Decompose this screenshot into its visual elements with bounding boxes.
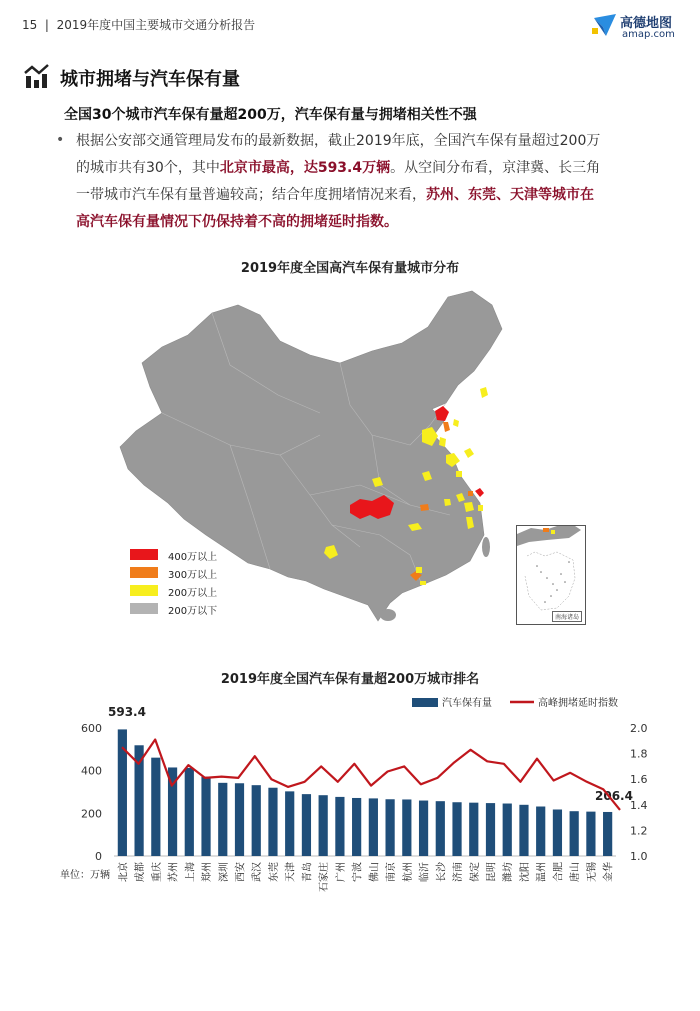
- y-left-tick-label: 600: [81, 722, 102, 735]
- bar: [603, 812, 612, 856]
- bar: [285, 791, 294, 856]
- x-tick-label: 佛山: [369, 862, 381, 882]
- inset-map: [517, 526, 585, 624]
- x-tick-label: 长沙: [436, 862, 448, 882]
- bar: [452, 802, 461, 856]
- x-tick-label: 郑州: [202, 862, 214, 882]
- bar: [252, 785, 261, 856]
- x-tick-label: 潍坊: [503, 862, 515, 882]
- bar: [235, 783, 244, 856]
- x-tick-label: 南京: [386, 862, 398, 882]
- x-tick-label: 唐山: [570, 862, 582, 882]
- paragraph-highlight: 北京市最高，达593.4万辆: [219, 160, 391, 176]
- page-header: [0, 0, 700, 48]
- city-marker-ningbo: [478, 505, 483, 511]
- car-ownership-chart: [0, 690, 700, 900]
- city-marker-shanghai: [475, 488, 484, 497]
- paragraph-line: 根据公安部交通管理局发布的最新数据，截止2019年底，全国汽车保有量超过200万: [76, 133, 601, 149]
- y-right-tick-label: 1.2: [630, 824, 648, 838]
- paragraph-text: 。从空间分布看，京津冀、长三角: [390, 160, 601, 176]
- bar: [185, 768, 194, 856]
- y-right-tick-label: 1.4: [630, 798, 648, 812]
- header-text: [22, 16, 255, 33]
- bar: [201, 777, 210, 856]
- x-tick-label: 石家庄: [319, 862, 331, 892]
- legend-label: 300万以上: [168, 570, 218, 581]
- paragraph-text: 一带城市汽车保有量普遍较高；结合年度拥堵情况来看，: [76, 187, 426, 203]
- y-left-tick-label: 200: [81, 807, 102, 821]
- bar: [302, 794, 311, 856]
- y-right-tick-label: 2.0: [630, 722, 648, 735]
- logo-text-en: amap.com: [622, 29, 675, 40]
- bar: [369, 798, 378, 856]
- y-left-tick-label: 0: [95, 850, 102, 863]
- bar: [151, 758, 160, 856]
- x-tick-label: 沈阳: [519, 862, 531, 882]
- legend-line-label: 高峰拥堵延时指数: [538, 698, 618, 709]
- bar: [419, 801, 428, 856]
- x-tick-label: 北京: [118, 862, 130, 882]
- page-number: 15: [22, 18, 38, 32]
- city-marker-linyi: [456, 471, 462, 477]
- amap-logo: [592, 12, 684, 42]
- x-tick-label: 成都: [135, 862, 147, 882]
- x-tick-label: 金华: [603, 862, 615, 882]
- x-tick-label: 上海: [185, 862, 197, 882]
- legend-bar-swatch: [412, 698, 438, 707]
- x-tick-label: 温州: [536, 862, 548, 882]
- bar: [553, 809, 562, 856]
- x-tick-label: 宁波: [352, 862, 364, 882]
- last-annotation: 206.4: [595, 789, 633, 803]
- x-tick-label: 武汉: [252, 862, 264, 882]
- city-marker-suzhou: [468, 491, 473, 496]
- bullet-icon: •: [56, 132, 65, 148]
- legend-label: 200万以上: [168, 588, 218, 599]
- x-tick-label: 临沂: [419, 862, 431, 882]
- bar: [352, 798, 361, 856]
- x-tick-label: 无锡: [586, 862, 598, 882]
- legend-bar-label: 汽车保有量: [442, 698, 492, 709]
- hainan-island: [380, 609, 396, 621]
- x-tick-label: 重庆: [151, 862, 163, 882]
- bar: [570, 811, 579, 856]
- legend-label: 400万以上: [168, 552, 218, 563]
- city-marker-hefei: [444, 499, 451, 506]
- bar: [486, 803, 495, 856]
- bar: [519, 805, 528, 856]
- x-tick-label: 杭州: [402, 862, 414, 882]
- paragraph-line: [76, 182, 656, 209]
- city-marker-beijing: [435, 406, 449, 421]
- x-tick-label: 苏州: [168, 862, 180, 882]
- bar: [469, 803, 478, 856]
- bar: [218, 783, 227, 856]
- y-right-tick-label: 1.6: [630, 773, 648, 787]
- bar: [402, 799, 411, 856]
- map-title: 2019年度全国高汽车保有量城市分布: [240, 261, 460, 276]
- paragraph-text: 的城市共有30个，其中: [76, 160, 220, 176]
- y-right-tick-label: 1.8: [630, 747, 648, 761]
- city-marker-tianjin: [443, 422, 450, 432]
- x-tick-label: 天津: [285, 862, 297, 882]
- legend-swatch: [130, 549, 158, 560]
- city-marker-shenyang: [480, 387, 488, 398]
- taiwan-island: [482, 537, 490, 557]
- x-tick-label: 济南: [453, 862, 465, 882]
- y-right-tick-label: 1.0: [630, 850, 648, 863]
- city-marker-tangshan: [453, 419, 459, 427]
- x-tick-label: 保定: [469, 862, 481, 882]
- inset-label: 南海诸岛: [552, 611, 582, 622]
- paragraph-line: 高汽车保有量情况下仍保持着不高的拥堵延时指数。: [76, 214, 398, 230]
- bar: [586, 812, 595, 856]
- logo-text-cn: 高德地图: [620, 16, 673, 31]
- south-china-sea-inset: [516, 525, 586, 625]
- x-tick-label: 合肥: [553, 862, 565, 882]
- first-annotation: 593.4: [108, 705, 146, 719]
- x-tick-label: 西安: [235, 862, 247, 882]
- chart-title: 2019年度全国汽车保有量超200万城市排名: [220, 672, 480, 687]
- bar: [268, 788, 277, 856]
- x-tick-label: 昆明: [486, 862, 498, 882]
- x-tick-label: 广州: [335, 862, 347, 882]
- city-marker-shenzhen: [420, 581, 426, 585]
- bar: [319, 795, 328, 856]
- unit-label: 单位：万辆: [60, 870, 110, 881]
- y-left-tick-label: 400: [81, 764, 102, 778]
- report-title: 2019年度中国主要城市交通分析报告: [56, 18, 256, 32]
- bar: [436, 801, 445, 856]
- bar: [536, 807, 545, 856]
- city-marker-foshan-dongguan: [416, 567, 422, 573]
- legend-swatch: [130, 603, 158, 614]
- city-marker-wuhan: [420, 504, 429, 511]
- paragraph-line: [76, 155, 656, 182]
- bar: [503, 804, 512, 856]
- city-marker-qingdao: [464, 448, 474, 458]
- legend-label: 200万以下: [168, 606, 218, 617]
- section-subheading: 全国30个城市汽车保有量超200万，汽车保有量与拥堵相关性不强: [64, 107, 477, 123]
- x-tick-label: 深圳: [218, 862, 230, 882]
- bar: [385, 799, 394, 856]
- amap-logo-icon: [592, 12, 618, 38]
- header-divider: |: [41, 18, 53, 32]
- bar: [335, 797, 344, 856]
- chart-legend: [412, 696, 618, 709]
- legend-swatch: [130, 585, 158, 596]
- x-tick-label: 东莞: [268, 862, 280, 882]
- body-paragraph: [76, 128, 656, 236]
- section-title-text: 城市拥堵与汽车保有量: [60, 69, 240, 90]
- bar-chart-icon: [24, 64, 52, 90]
- paragraph-highlight: 苏州、东莞、天津等城市在: [426, 187, 594, 203]
- legend-swatch: [130, 567, 158, 578]
- x-tick-label: 青岛: [302, 862, 314, 882]
